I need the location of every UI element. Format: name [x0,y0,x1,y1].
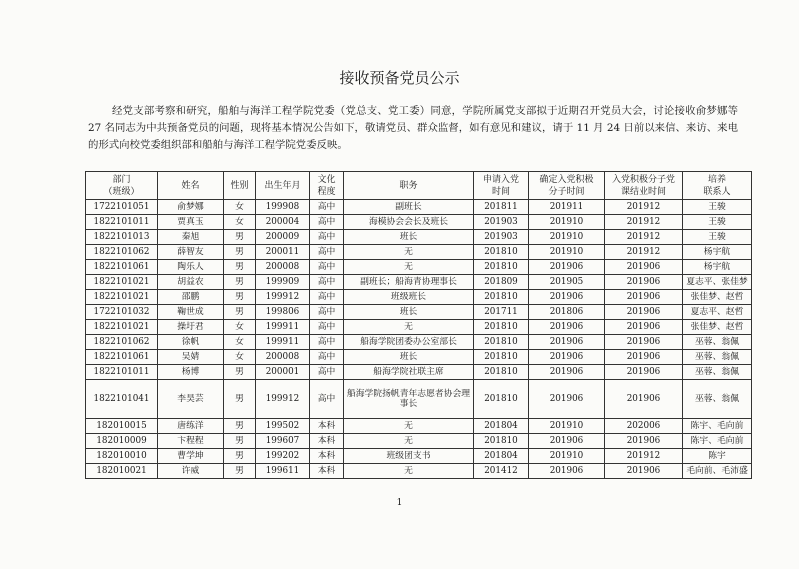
table-cell: 1822101021 [86,290,158,305]
column-header: 姓名 [158,172,224,200]
table-cell: 201911 [529,200,605,215]
table-row [86,365,752,380]
table-row [86,449,752,464]
table-cell: 201906 [529,260,605,275]
table-cell: 高中 [310,245,344,260]
table-cell: 巫蓉、翁佩 [683,365,752,380]
table-cell: 200001 [256,365,310,380]
table-cell: 200011 [256,245,310,260]
table-cell: 李昊芸 [158,380,224,419]
column-header: 入党积极分子党 课结业时间 [605,172,683,200]
table-row [86,230,752,245]
table-cell: 陶乐人 [158,260,224,275]
table-cell: 1822101062 [86,245,158,260]
table-cell: 无 [344,464,474,479]
table-cell: 201906 [605,305,683,320]
table-cell: 船海学院团委办公室部长 [344,335,474,350]
table-header-row [86,172,752,200]
table-cell: 201906 [605,320,683,335]
table-cell: 曹学坤 [158,449,224,464]
table-cell: 1822101061 [86,350,158,365]
candidate-table [85,171,752,479]
table-cell: 201906 [605,260,683,275]
intro-paragraph: 经党支部考察和研究，船舶与海洋工程学院党委（党总支、党工委）同意，学院所属党支部拟于近期召开党员大会，讨论接收俞梦娜等 27 名同志为中共预备党员的问题，现将基本情况公告如下，敬请党员、群众监督，如有意见和建议，请于 11 月 24 日前以来信、来访、来电的形式向校党委组织部和船舶与海洋工程学院党委反映。 [88,105,738,151]
table-cell: 班级团支书 [344,449,474,464]
table-cell: 徐帆 [158,335,224,350]
table-cell: 201910 [529,419,605,434]
table-cell: 鞠世成 [158,305,224,320]
table-cell: 201906 [605,464,683,479]
table-cell: 张佳梦、赵哲 [683,320,752,335]
table-cell: 王骏 [683,230,752,245]
table-cell: 男 [224,260,256,275]
table-cell: 高中 [310,335,344,350]
table-row [86,335,752,350]
table-cell: 班级班长 [344,290,474,305]
table-cell: 201906 [605,365,683,380]
table-cell: 199502 [256,419,310,434]
table-cell: 1822101061 [86,260,158,275]
table-cell: 高中 [310,230,344,245]
table-cell: 201906 [529,290,605,305]
table-cell: 班长 [344,350,474,365]
table-cell: 199908 [256,200,310,215]
table-cell: 201906 [605,380,683,419]
table-cell: 秦旭 [158,230,224,245]
table-cell: 201910 [529,245,605,260]
table-cell: 1822101011 [86,365,158,380]
table-cell: 夏志平、张佳梦 [683,275,752,290]
table-cell: 海模协会会长及班长 [344,215,474,230]
table-cell: 女 [224,200,256,215]
table-cell: 邵鹏 [158,290,224,305]
table-cell: 201810 [474,434,529,449]
table-cell: 201804 [474,419,529,434]
column-header: 出生年月 [256,172,310,200]
table-row [86,200,752,215]
table-cell: 无 [344,320,474,335]
table-cell: 201810 [474,260,529,275]
table-cell: 卞程程 [158,434,224,449]
table-row [86,290,752,305]
table-cell: 201912 [605,215,683,230]
table-cell: 巫蓉、翁佩 [683,335,752,350]
table-cell: 高中 [310,275,344,290]
table-cell: 200009 [256,230,310,245]
table-cell: 201906 [605,350,683,365]
table-row [86,380,752,419]
table-row [86,305,752,320]
table-cell: 182010010 [86,449,158,464]
table-cell: 199611 [256,464,310,479]
table-row [86,260,752,275]
table-cell: 男 [224,245,256,260]
table-cell: 胡益农 [158,275,224,290]
table-cell: 201903 [474,215,529,230]
table-cell: 女 [224,350,256,365]
table-cell: 副班长 [344,200,474,215]
table-cell: 男 [224,365,256,380]
table-cell: 船海学院扬帆青年志愿者协会理事长 [344,380,474,419]
table-cell: 201906 [529,320,605,335]
table-cell: 1822101021 [86,275,158,290]
table-cell: 贾真玉 [158,215,224,230]
table-cell: 201906 [529,464,605,479]
table-cell: 201903 [474,230,529,245]
table-cell: 操圩君 [158,320,224,335]
table-cell: 陈宇 [683,449,752,464]
table-cell: 班长 [344,305,474,320]
table-cell: 201711 [474,305,529,320]
table-cell: 201810 [474,290,529,305]
column-header: 性别 [224,172,256,200]
table-cell: 199806 [256,305,310,320]
table-cell: 1822101011 [86,215,158,230]
table-cell: 无 [344,419,474,434]
table-cell: 高中 [310,290,344,305]
table-cell: 1822101013 [86,230,158,245]
table-cell: 杨宇航 [683,260,752,275]
table-cell: 200008 [256,260,310,275]
table-cell: 毛向前、毛沛盛 [683,464,752,479]
table-cell: 201811 [474,200,529,215]
table-cell: 182010009 [86,434,158,449]
table-cell: 201906 [605,275,683,290]
column-header: 确定入党积极 分子时间 [529,172,605,200]
table-cell: 1822101062 [86,335,158,350]
table-cell: 本科 [310,434,344,449]
table-cell: 201804 [474,449,529,464]
table-cell: 1722101051 [86,200,158,215]
table-cell: 高中 [310,350,344,365]
table-cell: 陈宇、毛向前 [683,434,752,449]
table-cell: 男 [224,434,256,449]
table-cell: 201912 [605,230,683,245]
table-cell: 199911 [256,335,310,350]
table-cell: 男 [224,290,256,305]
table-cell: 男 [224,305,256,320]
table-cell: 王骏 [683,200,752,215]
table-cell: 201906 [529,365,605,380]
table-cell: 201810 [474,365,529,380]
table-row [86,350,752,365]
table-cell: 杨宇航 [683,245,752,260]
table-cell: 182010015 [86,419,158,434]
table-cell: 201910 [529,215,605,230]
table-cell: 1722101032 [86,305,158,320]
column-header: 部门 （班级） [86,172,158,200]
table-cell: 俞梦娜 [158,200,224,215]
table-cell: 杨博 [158,365,224,380]
table-cell: 男 [224,419,256,434]
table-row [86,215,752,230]
table-cell: 199911 [256,320,310,335]
table-cell: 199912 [256,380,310,419]
table-cell: 男 [224,449,256,464]
table-cell: 男 [224,380,256,419]
table-cell: 班长 [344,230,474,245]
table-cell: 高中 [310,305,344,320]
table-cell: 副班长；船海青协理事长 [344,275,474,290]
table-row [86,320,752,335]
column-header: 申请入党 时间 [474,172,529,200]
table-cell: 201806 [529,305,605,320]
table-cell: 201906 [529,350,605,365]
table-cell: 201809 [474,275,529,290]
table-cell: 201906 [529,335,605,350]
table-cell: 巫蓉、翁佩 [683,380,752,419]
table-cell: 夏志平、赵哲 [683,305,752,320]
table-cell: 许威 [158,464,224,479]
table-cell: 201906 [529,434,605,449]
table-cell: 高中 [310,200,344,215]
table-cell: 女 [224,215,256,230]
table-cell: 201912 [605,200,683,215]
table-cell: 男 [224,230,256,245]
table-cell: 201912 [605,245,683,260]
table-cell: 201810 [474,245,529,260]
table-cell: 199202 [256,449,310,464]
table-cell: 无 [344,260,474,275]
table-cell: 无 [344,434,474,449]
table-cell: 201906 [605,335,683,350]
table-cell: 高中 [310,260,344,275]
page-title: 接收预备党员公示 [339,69,460,87]
table-row [86,419,752,434]
table-cell: 201810 [474,350,529,365]
table-cell: 1822101041 [86,380,158,419]
table-cell: 高中 [310,215,344,230]
table-cell: 王骏 [683,215,752,230]
column-header: 文化 程度 [310,172,344,200]
table-cell: 巫蓉、翁佩 [683,350,752,365]
page-number: 1 [396,498,403,508]
table-cell: 199912 [256,290,310,305]
table-cell: 本科 [310,449,344,464]
table-cell: 202006 [605,419,683,434]
table-cell: 200004 [256,215,310,230]
table-cell: 201810 [474,380,529,419]
table-cell: 182010021 [86,464,158,479]
table-cell: 1822101021 [86,320,158,335]
table-cell: 吴婧 [158,350,224,365]
table-row [86,434,752,449]
table-cell: 男 [224,275,256,290]
table-cell: 201906 [605,290,683,305]
table-row [86,245,752,260]
column-header: 职务 [344,172,474,200]
table-cell: 201910 [529,230,605,245]
table-cell: 201912 [605,449,683,464]
table-cell: 男 [224,464,256,479]
table-cell: 201810 [474,320,529,335]
table-cell: 201906 [529,380,605,419]
table-cell: 本科 [310,419,344,434]
table-cell: 201906 [605,434,683,449]
table-cell: 200008 [256,350,310,365]
table-cell: 201412 [474,464,529,479]
table-cell: 船海学院社联主席 [344,365,474,380]
table-cell: 高中 [310,365,344,380]
table-cell: 199909 [256,275,310,290]
table-row [86,464,752,479]
table-cell: 本科 [310,464,344,479]
table-cell: 唐练洋 [158,419,224,434]
table-cell: 张佳梦、赵哲 [683,290,752,305]
table-row [86,275,752,290]
table-cell: 女 [224,335,256,350]
table-cell: 无 [344,245,474,260]
table-cell: 高中 [310,380,344,419]
table-cell: 201905 [529,275,605,290]
table-cell: 高中 [310,320,344,335]
table-cell: 陈宇、毛向前 [683,419,752,434]
table-cell: 199607 [256,434,310,449]
table-cell: 女 [224,320,256,335]
table-cell: 薛智友 [158,245,224,260]
table-cell: 201910 [529,449,605,464]
column-header: 培养 联系人 [683,172,752,200]
table-cell: 201810 [474,335,529,350]
